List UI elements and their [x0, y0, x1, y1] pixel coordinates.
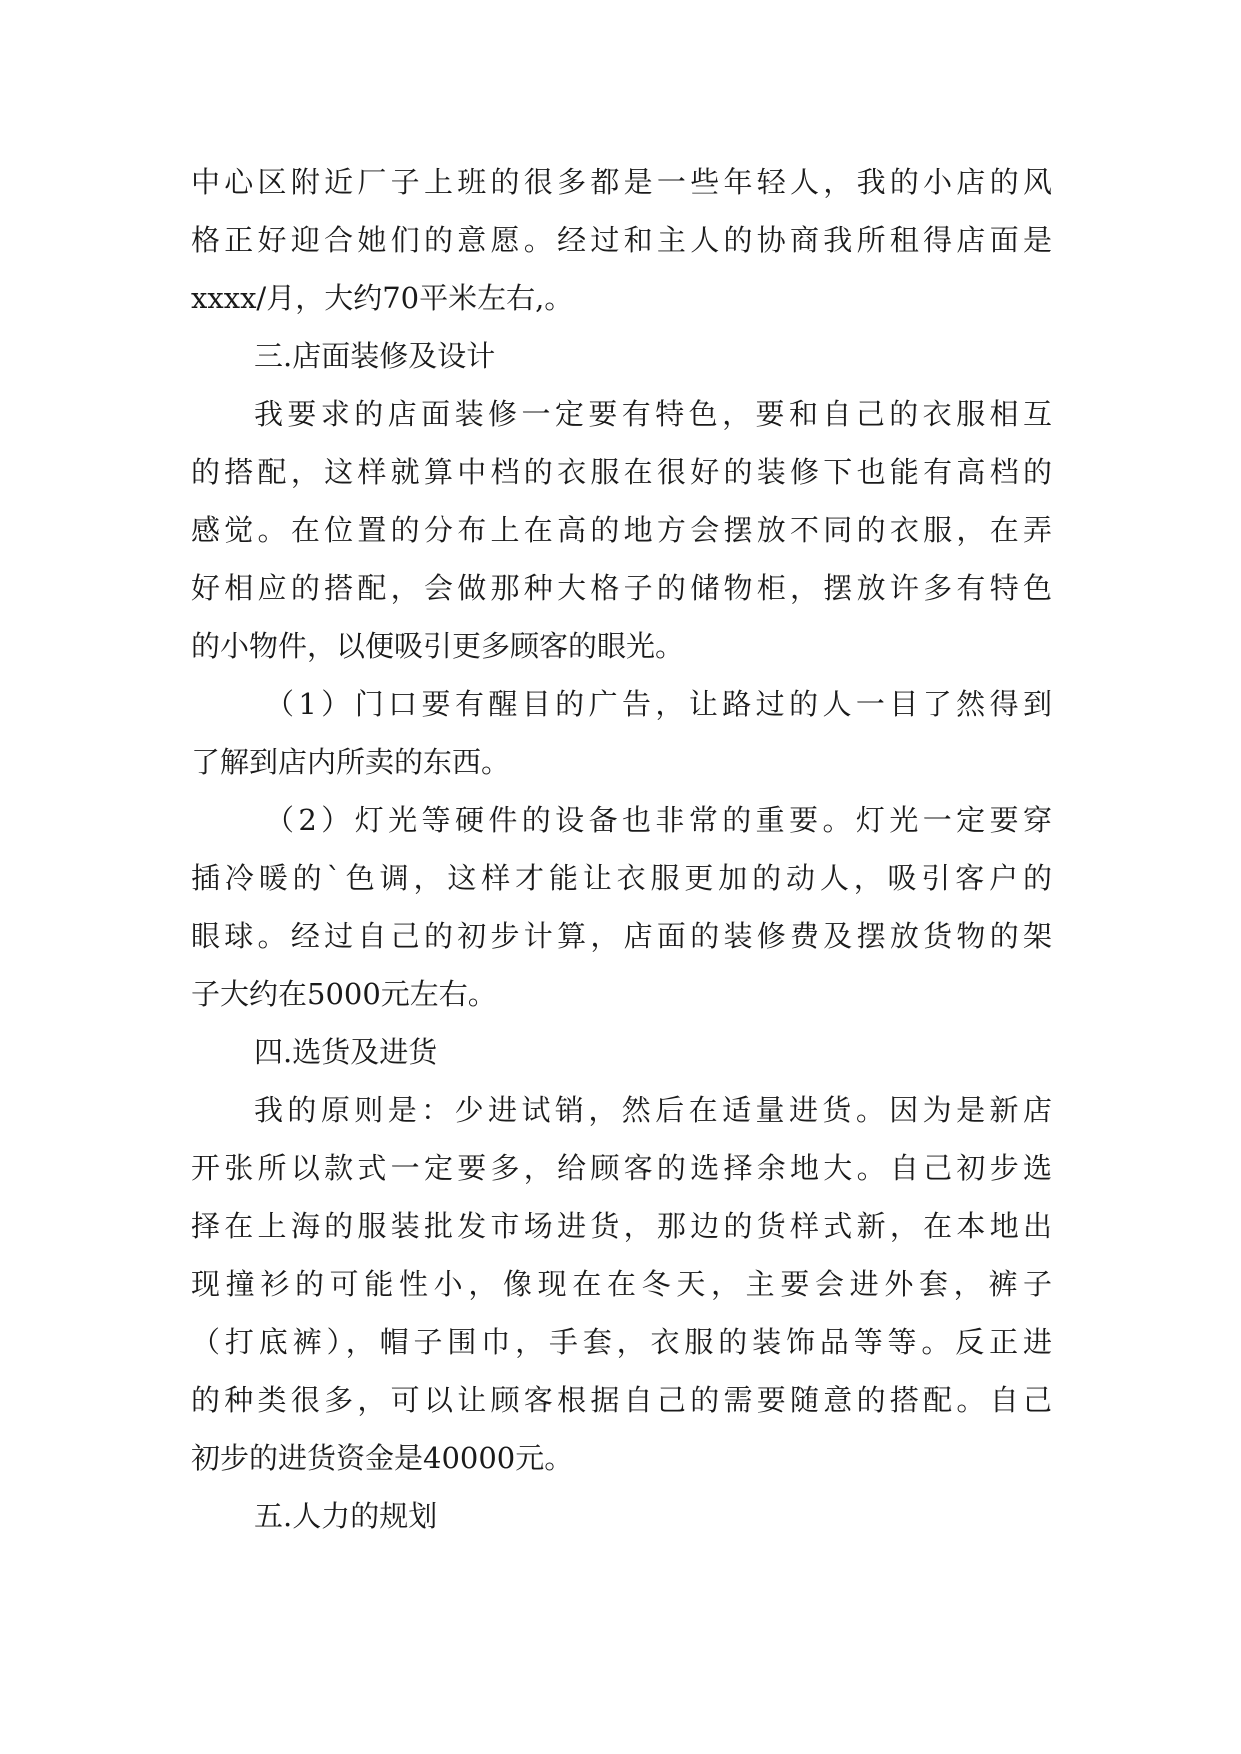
section-heading: 三.店面装修及设计: [254, 339, 496, 373]
body-line: xxxx/月，大约70平米左右,。: [191, 281, 574, 315]
body-line: 现撞衫的可能性小，像现在在冬天，主要会进外套，裤子: [191, 1267, 1052, 1301]
paragraph-first-line: 我的原则是：少进试销，然后在适量进货。因为是新店: [254, 1093, 1052, 1127]
body-line: 的小物件，以便吸引更多顾客的眼光。: [191, 629, 685, 663]
body-line: 初步的进货资金是40000元。: [191, 1441, 574, 1475]
list-item-first-line: （2）灯光等硬件的设备也非常的重要。灯光一定要穿: [265, 803, 1052, 837]
section-heading: 四.选货及进货: [254, 1035, 438, 1069]
list-item-first-line: （1）门口要有醒目的广告，让路过的人一目了然得到: [265, 687, 1052, 721]
body-line: 格正好迎合她们的意愿。经过和主人的协商我所租得店面是: [191, 223, 1052, 257]
body-line: 插冷暖的`色调，这样才能让衣服更加的动人，吸引客户的: [191, 861, 1052, 895]
body-line: 开张所以款式一定要多，给顾客的选择余地大。自己初步选: [191, 1151, 1052, 1185]
body-line: 眼球。经过自己的初步计算，店面的装修费及摆放货物的架: [191, 919, 1052, 953]
body-line: （打底裤），帽子围巾，手套，衣服的装饰品等等。反正进: [191, 1325, 1052, 1359]
body-line: 中心区附近厂子上班的很多都是一些年轻人，我的小店的风: [191, 165, 1052, 199]
section-heading: 五.人力的规划: [254, 1499, 438, 1533]
body-line: 了解到店内所卖的东西。: [191, 745, 511, 779]
body-line: 择在上海的服装批发市场进货，那边的货样式新，在本地出: [191, 1209, 1052, 1243]
body-line: 的种类很多，可以让顾客根据自己的需要随意的搭配。自己: [191, 1383, 1052, 1417]
paragraph-first-line: 我要求的店面装修一定要有特色，要和自己的衣服相互: [254, 397, 1052, 431]
body-line: 的搭配，这样就算中档的衣服在很好的装修下也能有高档的: [191, 455, 1052, 489]
body-line: 子大约在5000元左右。: [191, 977, 497, 1011]
body-line: 感觉。在位置的分布上在高的地方会摆放不同的衣服，在弄: [191, 513, 1052, 547]
body-line: 好相应的搭配，会做那种大格子的储物柜，摆放许多有特色: [191, 571, 1052, 605]
